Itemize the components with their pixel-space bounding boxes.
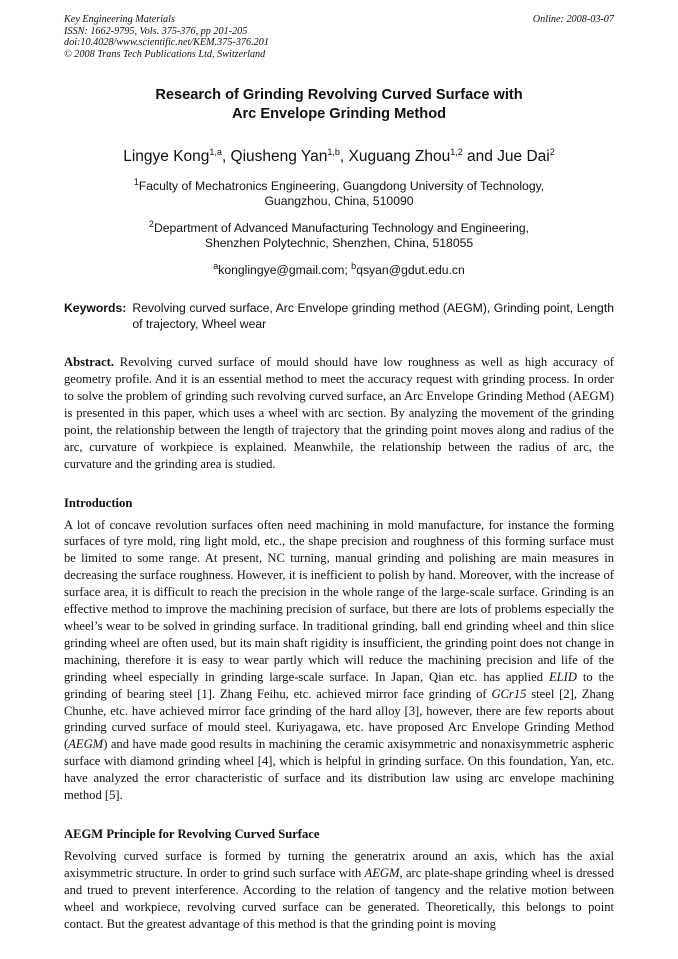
aff2-line1: Department of Advanced Manufacturing Technology and Engineering, [153, 220, 530, 235]
title-line-1: Research of Grinding Revolving Curved Surface with [155, 87, 523, 104]
copyright-line: © 2008 Trans Tech Publications Ltd, Switzerland [64, 48, 266, 60]
author-1: Lingye Kong [123, 148, 210, 166]
journal-header [64, 14, 614, 60]
keywords-text: Revolving curved surface, Arc Envelope grinding method (AEGM), Grinding point, Length of trajectory, Wheel wear [132, 301, 614, 332]
keywords-block [64, 300, 614, 332]
author-1-sup: 1,a [209, 147, 222, 158]
aff1-line2: Guangzhou, China, 510090 [264, 194, 414, 209]
author-4: and Jue Dai [462, 148, 550, 166]
author-3: , Xuguang Zhou [339, 148, 451, 166]
intro-text-3: steel [2], Zhang Chunhe, etc. have achieved mirror face grinding of the hard alloy [3], however, there are few reports about grinding curved surface of mould steel. Kuriyagawa, etc. have proposed Arc Envelope Grinding Method ( [64, 686, 614, 752]
principle-text-2: , arc plate-shape grinding wheel is dressed and trued to prevent interference. According to the relation of tangency and the relative motion between wheel and workpiece, revolving curved surface can be generated. Theoretically, this belongs to point contact. But the greatest advantage of this method is that the grinding point is moving [64, 865, 614, 931]
intro-text-4: ) and have made good results in machining the ceramic axisymmetric and nonaxisymmetric aspheric surface with diamond grinding wheel [4], which is helpful in grinding surface. On this foundation, Yan, etc. have analyzed the error characteristic of surface and its distribution law using arc envelope machining method [5]. [64, 737, 614, 803]
issn-line: ISSN: 1662-9795, Vols. 375-376, pp 201-205 [64, 25, 248, 37]
doi-line: doi:10.4028/www.scientific.net/KEM.375-376.201 [64, 37, 269, 49]
online-date: Online: 2008-03-07 [532, 14, 614, 25]
author-2: , Qiusheng Yan [221, 148, 328, 166]
introduction-heading: Introduction [64, 495, 133, 510]
abstract-label: Abstract. [64, 355, 115, 370]
principle-aegm: AEGM [364, 865, 400, 880]
author-3-sup: 1,2 [450, 147, 463, 158]
journal-name: Key Engineering Materials [64, 14, 175, 25]
principle-text-1: Revolving curved surface is formed by turning the generatrix around an axis, which has the axial axisymmetric structure. In order to grind such surface with [64, 848, 614, 880]
principle-heading: AEGM Principle for Revolving Curved Surface [64, 826, 320, 841]
author-list [64, 142, 614, 167]
abstract-block [64, 354, 614, 472]
paper-title [64, 86, 614, 124]
author-emails [64, 259, 614, 279]
keywords-label: Keywords: [64, 301, 127, 316]
abstract-text: Revolving curved surface of mould should have low roughness as well as high accuracy of geometry profile. And it is an essential method to meet the accuracy request with grinding process. In order to solve the problem of grinding such revolving curved surface, an Arc Envelope Grinding Method (AEGM) is presented in this paper, which uses a wheel with arc section. By analyzing the movement of the grinding point, the relationship between the length of trajectory that the grinding point moves along and radius of the arc, curvature of workpiece is explained. Meanwhile, the relationship between the radius of arc, the curvature and the grinding area is studied. [64, 355, 614, 471]
aff2-sup: 2 [148, 218, 154, 229]
intro-gcr15: GCr15 [491, 686, 527, 701]
email-b: qsyan@gdut.edu.cn [356, 262, 465, 277]
intro-text-1: A lot of concave revolution surfaces often need machining in mold manufacture, for instance the forming surfaces of tyre mold, ring light mold, etc., the shape precision and roughness of this forming surface must be limited to some range. At present, NC turning, manual grinding and polishing are main measures in decreasing the surface roughness. However, it is inefficient to polish by hand. Moreover, with the increase of surface area, it is difficult to reach the precision in the whole range of the large-scale surface. Grinding is an effective method to improve the machining precision of surface, but there are lots of problems especially the wheel’s wear to be solved in grinding surface. In traditional grinding, ball end grinding wheel and thin slice grinding wheel are often used, but its main shaft rigidity is insufficient, the grinding point does not change in machining, therefore it is easy to wear partly which will reduce the machining precision and life of the grinding wheel especially in grinding large-scale surface. In Japan, Qian etc. has applied [64, 517, 614, 684]
introduction-paragraph [64, 517, 614, 804]
email-b-sup: b [351, 260, 357, 271]
intro-elid: ELID [548, 669, 577, 684]
principle-paragraph [64, 848, 614, 933]
aff2-line2: Shenzhen Polytechnic, Shenzhen, China, 518055 [204, 236, 474, 251]
intro-text-2: to the grinding of bearing steel [1]. Zhang Feihu, etc. achieved mirror face grinding of [64, 669, 614, 701]
author-4-sup: 2 [549, 147, 555, 158]
affiliation-2 [64, 217, 614, 252]
email-a-sup: a [213, 260, 219, 271]
author-2-sup: 1,b [327, 147, 340, 158]
affiliation-1 [64, 175, 614, 210]
aff1-line1: Faculty of Mechatronics Engineering, Guangdong University of Technology, [138, 178, 545, 193]
paper-page [64, 14, 614, 933]
title-line-2: Arc Envelope Grinding Method [231, 106, 447, 123]
email-a: konglingye@gmail.com; [218, 262, 352, 277]
aff1-sup: 1 [133, 176, 139, 187]
intro-aegm: AEGM [68, 737, 104, 752]
